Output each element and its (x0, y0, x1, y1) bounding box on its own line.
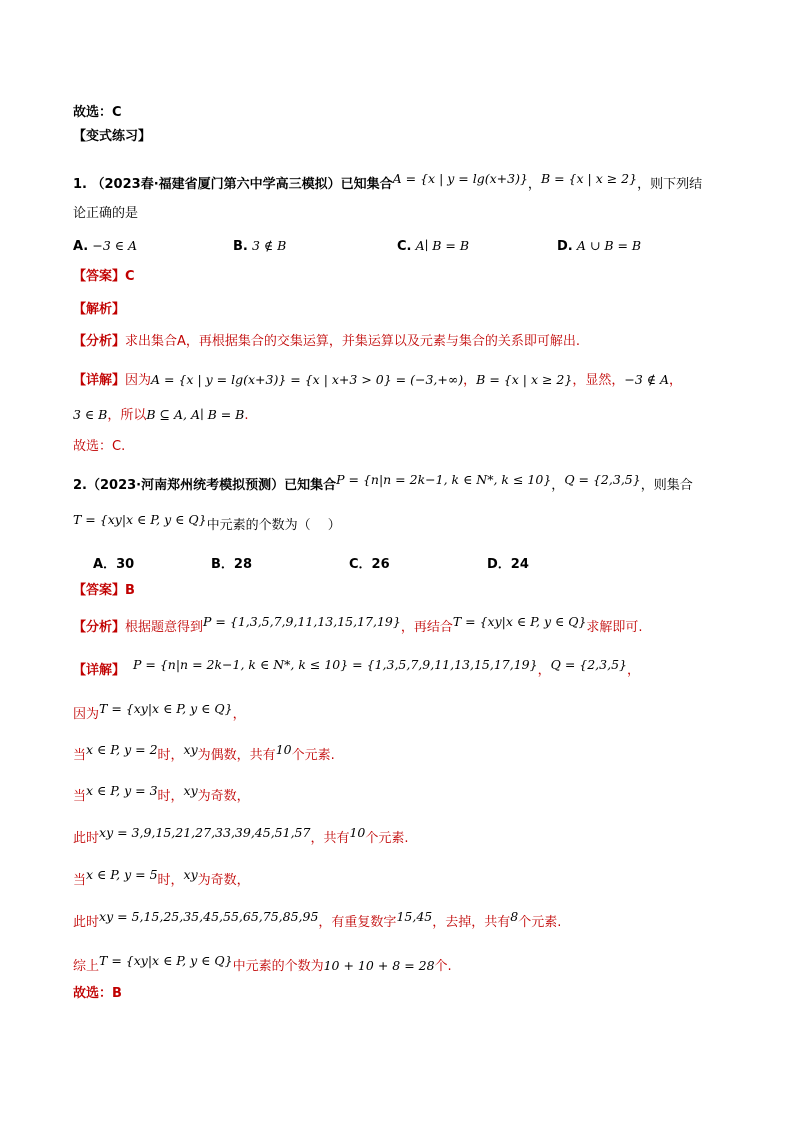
option-label: B. (233, 239, 248, 254)
option-label: D. (557, 239, 573, 254)
math: 10 + 10 + 8 = 28 (323, 958, 435, 973)
text: ， (463, 373, 477, 388)
option-math: A∣ B = B (415, 238, 470, 253)
q2-xiangjie (73, 657, 640, 680)
text: 当 (73, 789, 87, 804)
math: −3 ∉ A (624, 372, 669, 387)
q2-line-summary (73, 953, 452, 976)
text: ，共有 (310, 831, 350, 846)
math: T = {xy|x ∈ P, y ∈ Q} (99, 701, 233, 716)
q2-stem-question: 中元素的个数为（ ） (206, 518, 341, 533)
previous-answer-line (73, 104, 122, 122)
math: xy (183, 783, 198, 798)
answer-tag: 【答案】 (73, 269, 126, 284)
math: 8 (510, 909, 519, 924)
math: 10 (275, 742, 292, 757)
text: 此时 (73, 915, 100, 930)
text: ， (669, 373, 683, 388)
q1-answer (73, 268, 135, 286)
text: ，去掉，共有 (432, 915, 511, 930)
q1-option-b (233, 237, 286, 256)
q1-xiangjie-cont (73, 406, 249, 425)
option-value: 24 (510, 557, 529, 572)
q1-analysis-tag: 【解析】 (73, 302, 126, 317)
text: 个元素. (365, 831, 409, 846)
xiangjie-tag: 【详解】 (73, 373, 126, 388)
q2-stem (73, 472, 693, 495)
q2-final: 故选：B (73, 986, 122, 1001)
option-label: A． (93, 557, 117, 572)
q2-line-because (73, 701, 246, 724)
text: 此时 (73, 831, 100, 846)
answer-value: C (125, 269, 135, 284)
option-math: 3 ∉ B (252, 238, 287, 253)
answer-tag: 【答案】 (73, 583, 126, 598)
q2-set-p: P = {n|n = 2k−1, k ∈ N*, k ≤ 10} (336, 472, 552, 487)
q2-stem-cont (73, 512, 341, 535)
text: 中元素的个数为 (232, 959, 324, 974)
q1-xiangjie (73, 371, 682, 390)
q1-final: 故选：C. (73, 439, 126, 454)
q1-option-c (397, 237, 469, 256)
math: x ∈ P, y = 5 (86, 867, 158, 882)
math: xy = 3,9,15,21,27,33,39,45,51,57 (99, 825, 311, 840)
option-math: A ∪ B = B (576, 238, 642, 253)
fenxi-text: 求出集合A，再根据集合的交集运算，并集运算以及元素与集合的关系即可解出. (125, 334, 581, 349)
answer-label: 故选：C (73, 105, 122, 120)
q2-option-b (211, 556, 252, 574)
option-value: 28 (233, 557, 253, 572)
text: 求解即可. (586, 620, 643, 635)
option-label: D． (487, 557, 511, 572)
q1-stem-tail: ，则下列结 (637, 177, 703, 192)
math: P = {n|n = 2k−1, k ∈ N*, k ≤ 10} = {1,3,5,7,9,11,13,15,17,19} (133, 657, 538, 672)
option-value: 26 (371, 557, 390, 572)
option-label: C． (349, 557, 372, 572)
q1-stem-cont: 论正确的是 (73, 206, 139, 221)
text: ， (626, 663, 640, 678)
q2-answer (73, 582, 135, 600)
q2-line-y2 (73, 742, 335, 765)
q2-fenxi (73, 614, 643, 637)
q2-sep: ， (551, 478, 565, 493)
q2-stem-tail: ，则集合 (640, 478, 693, 493)
option-math: −3 ∈ A (92, 238, 138, 253)
option-value: 30 (116, 557, 135, 572)
section-title: 【变式练习】 (73, 129, 152, 144)
text: 个. (434, 959, 452, 974)
text: 当 (73, 748, 87, 763)
q1-sep: ， (527, 177, 541, 192)
option-label: A. (73, 239, 89, 254)
math: B ⊆ A, A∣ B = B (146, 407, 245, 422)
xiangjie-tag: 【详解】 (73, 663, 126, 678)
text: 因为 (73, 707, 100, 722)
option-label: B． (211, 557, 234, 572)
fenxi-tag: 【分析】 (73, 620, 126, 635)
q1-stem (73, 171, 703, 194)
text: ，再结合 (400, 620, 453, 635)
q1-set-b: B = {x | x ≥ 2} (540, 171, 638, 186)
math: 10 (349, 825, 366, 840)
text: . (244, 408, 249, 423)
q2-line-y3-values (73, 825, 409, 848)
text: 根据题意得到 (125, 620, 204, 635)
text: ，所以 (107, 408, 147, 423)
math: A = {x | y = lg(x+3)} = {x | x+3 > 0} = (−3,+∞) (151, 372, 464, 387)
math: P = {1,3,5,7,9,11,13,15,17,19} (203, 614, 401, 629)
text: 为偶数，共有 (197, 748, 276, 763)
text: ，有重复数字 (318, 915, 397, 930)
q2-line-y5-values (73, 909, 562, 932)
math: 3 ∈ B (73, 407, 108, 422)
math: xy (183, 742, 198, 757)
text: 综上 (73, 959, 100, 974)
q1-option-a (73, 237, 137, 256)
text: 个元素. (291, 748, 335, 763)
math: T = {xy|x ∈ P, y ∈ Q} (452, 614, 587, 629)
q2-set-t: T = {xy|x ∈ P, y ∈ Q} (73, 512, 207, 527)
math: x ∈ P, y = 2 (86, 742, 158, 757)
text: 时， (157, 748, 184, 763)
math: 15,45 (396, 909, 433, 924)
math: Q = {2,3,5} (550, 657, 627, 672)
text: 因为 (125, 373, 152, 388)
math: x ∈ P, y = 3 (86, 783, 158, 798)
q2-set-q: Q = {2,3,5} (564, 472, 641, 487)
text: ， (232, 707, 246, 722)
math: B = {x | x ≥ 2} (476, 372, 573, 387)
text: 为奇数， (197, 789, 250, 804)
text: 当 (73, 873, 87, 888)
q1-set-a: A = {x | y = lg(x+3)} (392, 171, 528, 186)
text: 为奇数， (197, 873, 250, 888)
q1-fenxi (73, 333, 580, 351)
math: xy (183, 867, 198, 882)
q2-line-y3 (73, 783, 250, 806)
q2-stem-text: 2.（2023·河南郑州统考模拟预测）已知集合 (73, 478, 337, 493)
q1-stem-text: 1. （2023春·福建省厦门第六中学高三模拟）已知集合 (73, 177, 393, 192)
answer-value: B (125, 583, 135, 598)
q1-option-d (557, 237, 641, 256)
q2-option-c (349, 556, 390, 574)
text: ，显然， (572, 373, 625, 388)
option-label: C. (397, 239, 412, 254)
text: 个元素. (518, 915, 562, 930)
q2-option-d (487, 556, 529, 574)
text: 时， (157, 873, 184, 888)
q2-option-a (93, 556, 134, 574)
math: T = {xy|x ∈ P, y ∈ Q} (99, 953, 233, 968)
fenxi-tag: 【分析】 (73, 334, 126, 349)
text: 时， (157, 789, 184, 804)
math: xy = 5,15,25,35,45,55,65,75,85,95 (99, 909, 319, 924)
q2-line-y5 (73, 867, 250, 890)
text: ， (537, 663, 551, 678)
